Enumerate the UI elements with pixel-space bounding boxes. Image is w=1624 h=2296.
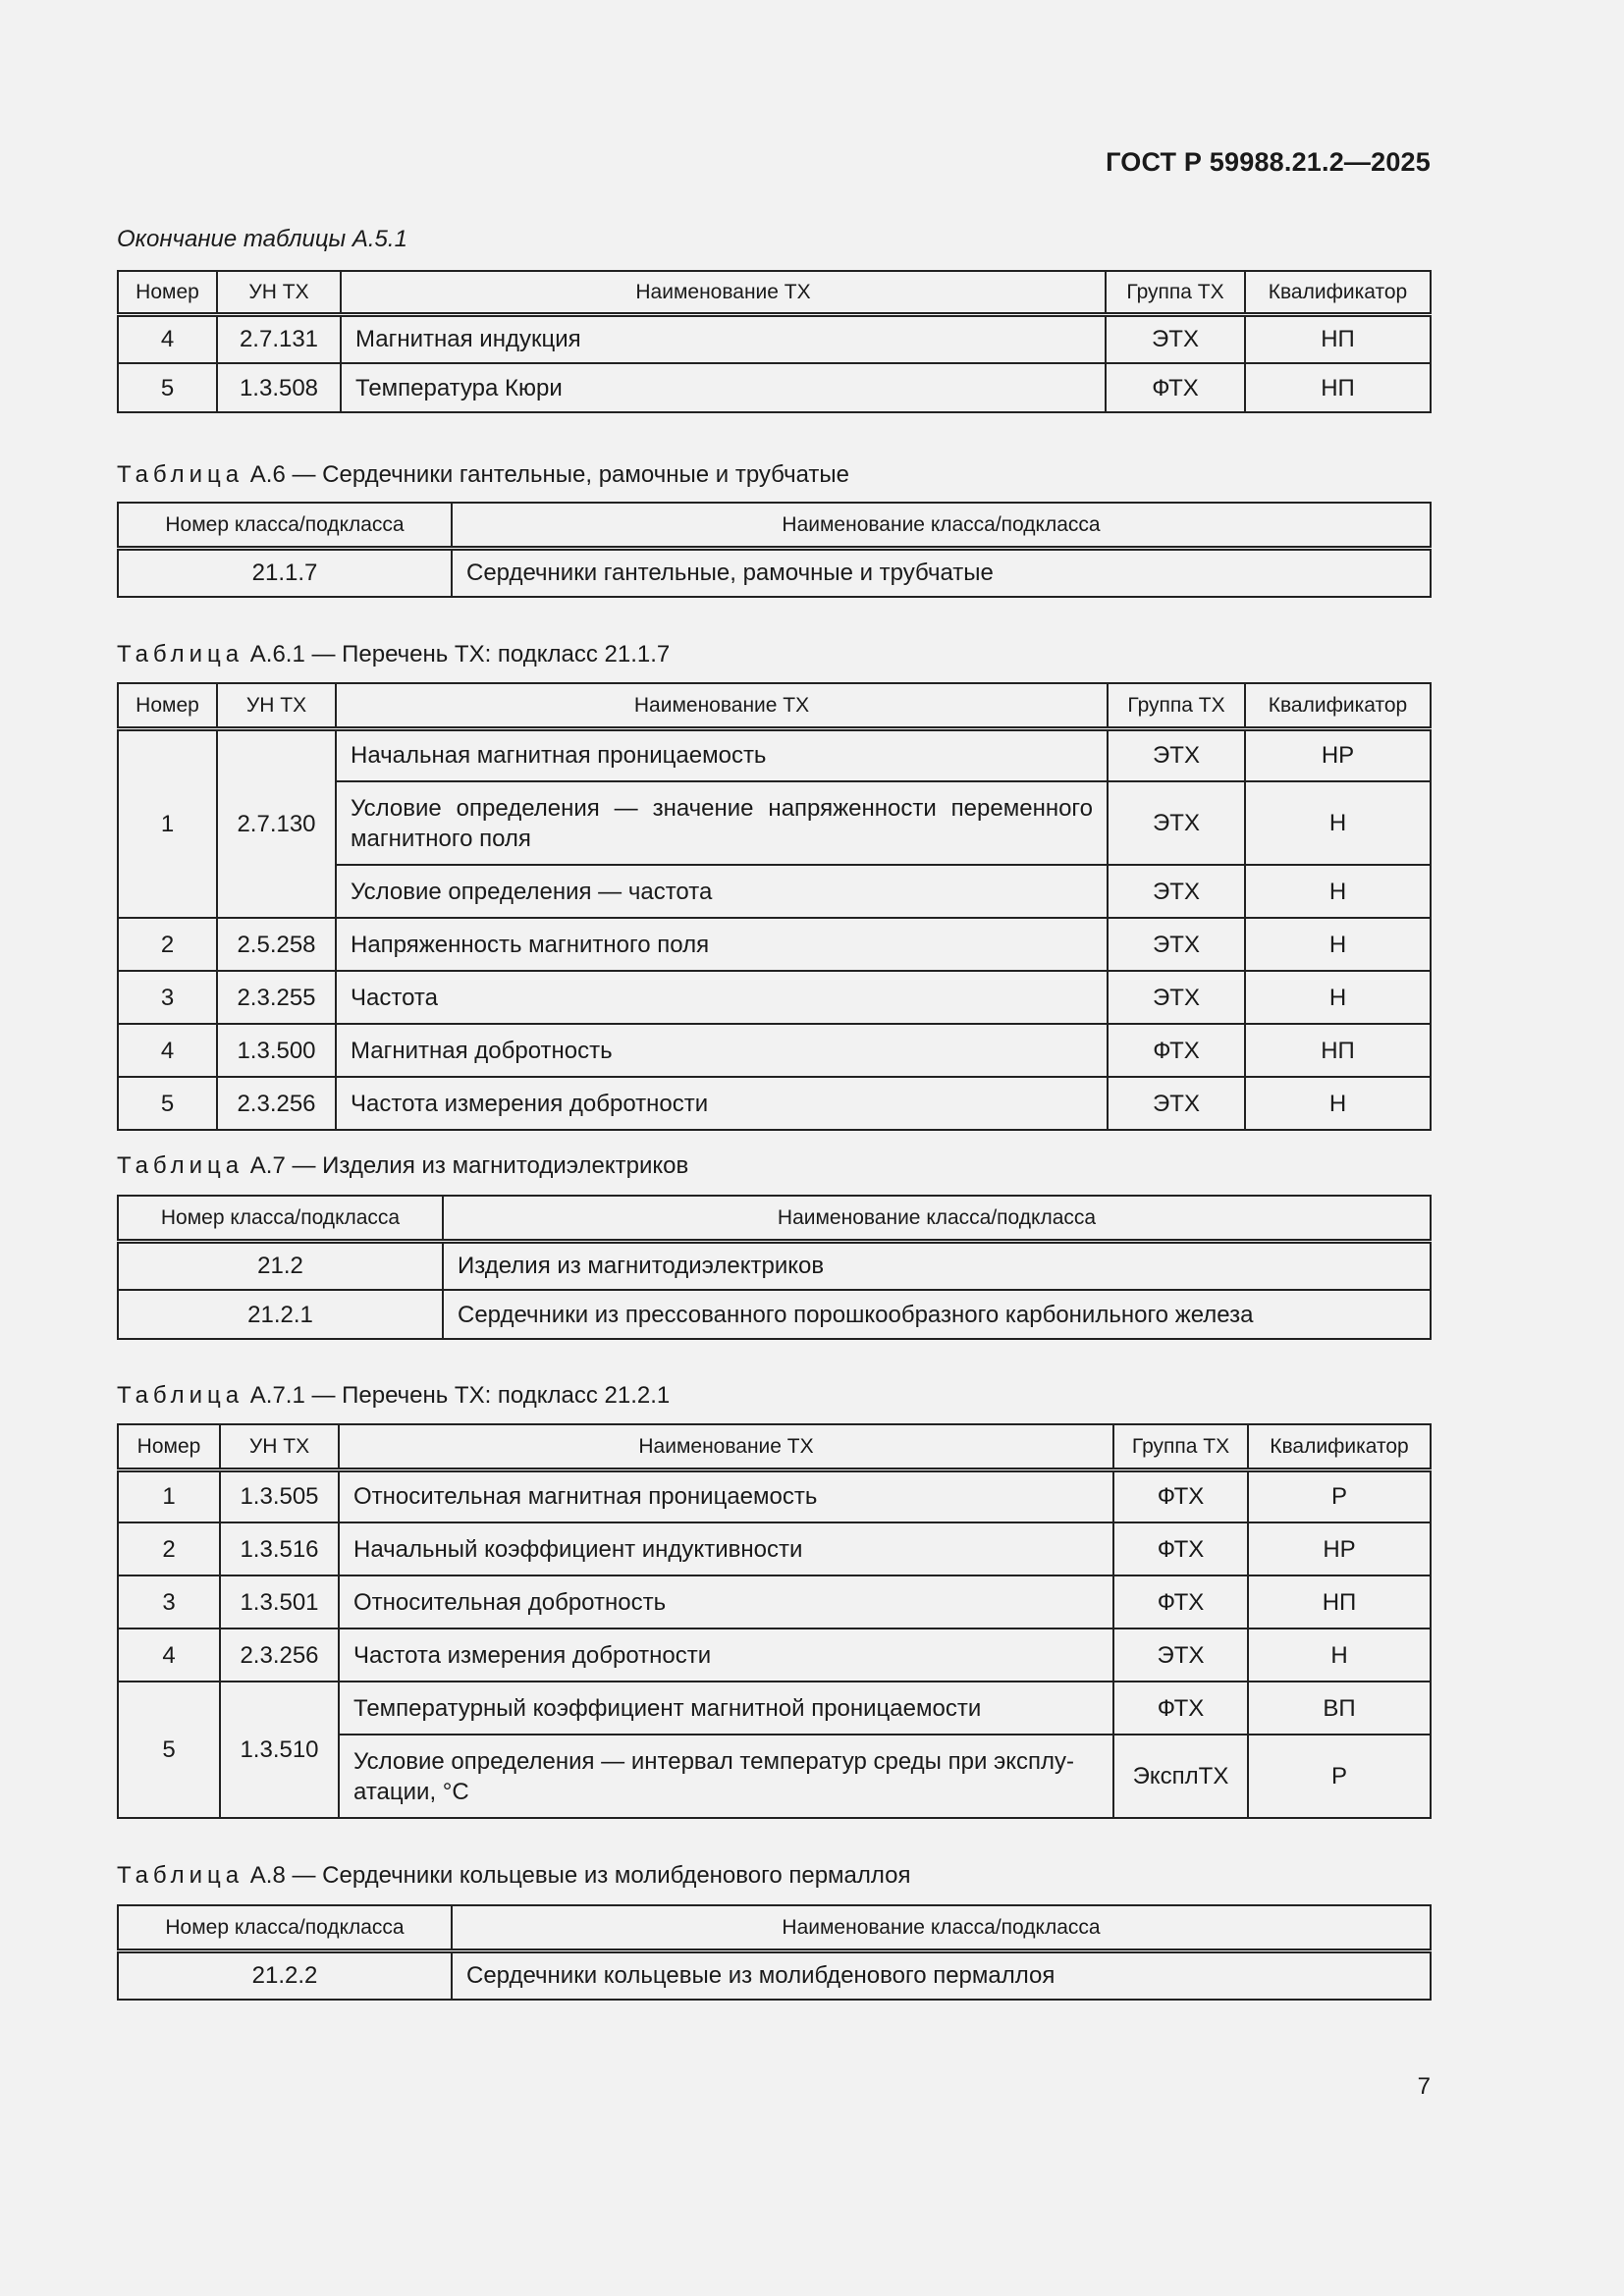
cell-number: 2 xyxy=(118,918,217,971)
cell-number: 4 xyxy=(118,1024,217,1077)
cell-number: 4 xyxy=(118,314,217,363)
cell-class-number: 21.2.1 xyxy=(118,1290,443,1339)
col-name-header: Наименование ТХ xyxy=(339,1424,1113,1469)
cell-number: 5 xyxy=(118,1682,220,1818)
cell-un: 2.7.130 xyxy=(217,728,336,918)
table-a6-caption xyxy=(117,461,849,489)
table-a71-caption xyxy=(117,1382,670,1410)
cell-group: ЭТХ xyxy=(1108,918,1245,971)
cell-group: ЭТХ xyxy=(1108,1077,1245,1130)
caption-word: Таблица xyxy=(117,1382,244,1409)
cell-name: Частота xyxy=(336,971,1108,1024)
table-row xyxy=(118,1290,1431,1339)
cell-qualifier: НР xyxy=(1245,728,1431,781)
cell-name: Начальная магнитная проницаемость xyxy=(336,728,1108,781)
cell-number: 3 xyxy=(118,971,217,1024)
cell-number: 4 xyxy=(118,1629,220,1682)
col-un-header: УН ТХ xyxy=(217,271,341,314)
cell-number: 5 xyxy=(118,1077,217,1130)
col-qualifier-header: Квалификатор xyxy=(1245,271,1431,314)
table-a71 xyxy=(117,1423,1432,1819)
table-row xyxy=(118,314,1431,363)
table-row xyxy=(118,1629,1431,1682)
document-standard-number: ГОСТ Р 59988.21.2—2025 xyxy=(1106,147,1431,177)
table-row xyxy=(118,1522,1431,1575)
cell-group: ФТХ xyxy=(1113,1522,1248,1575)
cell-un: 1.3.501 xyxy=(220,1575,339,1629)
cell-class-number: 21.2.2 xyxy=(118,1950,452,2000)
cell-qualifier: Н xyxy=(1248,1629,1431,1682)
table-row xyxy=(118,728,1431,781)
table-row xyxy=(118,918,1431,971)
table-a6 xyxy=(117,502,1432,598)
table-row xyxy=(118,1575,1431,1629)
col-group-header: Группа ТХ xyxy=(1106,271,1245,314)
table-a51 xyxy=(117,270,1432,413)
cell-name: Частота измерения добротности xyxy=(339,1629,1113,1682)
cell-name: Условие определения — значение напряженности переменного магнитного поля xyxy=(336,781,1108,865)
cell-qualifier: НП xyxy=(1245,363,1431,412)
cell-un: 2.5.258 xyxy=(217,918,336,971)
cell-group: ФТХ xyxy=(1108,1024,1245,1077)
col-group-header: Группа ТХ xyxy=(1108,683,1245,728)
cell-name: Относительная добротность xyxy=(339,1575,1113,1629)
cell-group: ЭТХ xyxy=(1108,781,1245,865)
cell-name: Магнитная индукция xyxy=(341,314,1106,363)
table-row xyxy=(118,1469,1431,1522)
cell-name: Магнитная добротность xyxy=(336,1024,1108,1077)
cell-qualifier: Н xyxy=(1245,971,1431,1024)
cell-qualifier: Н xyxy=(1245,865,1431,918)
col-qualifier-header: Квалификатор xyxy=(1248,1424,1431,1469)
cell-group: ЭТХ xyxy=(1108,971,1245,1024)
col-class-name-header: Наименование класса/подкласса xyxy=(452,503,1431,548)
table-a8-caption xyxy=(117,1862,911,1890)
cell-un: 2.3.256 xyxy=(220,1629,339,1682)
table-row xyxy=(118,1682,1431,1735)
caption-word: Таблица xyxy=(117,641,244,667)
table-a7 xyxy=(117,1195,1432,1340)
cell-qualifier: НП xyxy=(1245,1024,1431,1077)
cell-class-name: Сердечники кольцевые из молибденового пермаллоя xyxy=(452,1950,1431,2000)
cell-name: Начальный коэффициент индуктивности xyxy=(339,1522,1113,1575)
caption-word: Таблица xyxy=(117,461,244,488)
cell-un: 1.3.516 xyxy=(220,1522,339,1575)
page-number: 7 xyxy=(1417,2073,1431,2100)
col-class-number-header: Номер класса/подкласса xyxy=(118,1905,452,1950)
table-a7-caption xyxy=(117,1152,688,1180)
table-a61 xyxy=(117,682,1432,1131)
cell-group: ФТХ xyxy=(1113,1469,1248,1522)
col-qualifier-header: Квалификатор xyxy=(1245,683,1431,728)
cell-name: Относительная магнитная проницаемость xyxy=(339,1469,1113,1522)
table-a8 xyxy=(117,1904,1432,2001)
cell-name: Температурный коэффициент магнитной проницаемости xyxy=(339,1682,1113,1735)
table-row xyxy=(118,363,1431,412)
cell-number: 1 xyxy=(118,728,217,918)
col-number-header: Номер xyxy=(118,683,217,728)
cell-group: ЭТХ xyxy=(1108,728,1245,781)
cell-qualifier: Н xyxy=(1245,1077,1431,1130)
cell-class-name: Сердечники из прессованного порошкообразного карбонильного железа xyxy=(443,1290,1431,1339)
cell-un: 1.3.510 xyxy=(220,1682,339,1818)
cell-number: 1 xyxy=(118,1469,220,1522)
cell-name: Условие определения — частота xyxy=(336,865,1108,918)
cell-name: Частота измерения добротности xyxy=(336,1077,1108,1130)
col-number-header: Номер xyxy=(118,271,217,314)
caption-text: А.7 — Изделия из магнитодиэлектриков xyxy=(249,1152,689,1179)
cell-number: 5 xyxy=(118,363,217,412)
cell-number: 2 xyxy=(118,1522,220,1575)
caption-text: А.8 — Сердечники кольцевые из молибденового пермаллоя xyxy=(249,1862,911,1889)
cell-qualifier: НР xyxy=(1248,1522,1431,1575)
cell-class-number: 21.2 xyxy=(118,1241,443,1290)
table-a61-caption xyxy=(117,641,670,668)
cell-un: 1.3.505 xyxy=(220,1469,339,1522)
col-name-header: Наименование ТХ xyxy=(336,683,1108,728)
cell-qualifier: Р xyxy=(1248,1469,1431,1522)
col-class-number-header: Номер класса/подкласса xyxy=(118,1196,443,1241)
cell-qualifier: Н xyxy=(1245,918,1431,971)
cell-un: 2.3.255 xyxy=(217,971,336,1024)
cell-name: Температура Кюри xyxy=(341,363,1106,412)
cell-class-name: Сердечники гантельные, рамочные и трубчатые xyxy=(452,548,1431,597)
cell-qualifier: Н xyxy=(1245,781,1431,865)
caption-word: Таблица xyxy=(117,1862,244,1889)
caption-text: А.6.1 — Перечень ТХ: подкласс 21.1.7 xyxy=(249,641,671,667)
table-row xyxy=(118,548,1431,597)
cell-class-number: 21.1.7 xyxy=(118,548,452,597)
caption-text: А.6 — Сердечники гантельные, рамочные и трубчатые xyxy=(249,461,850,488)
table-row xyxy=(118,1024,1431,1077)
table-row xyxy=(118,1077,1431,1130)
col-class-name-header: Наименование класса/подкласса xyxy=(452,1905,1431,1950)
col-class-number-header: Номер класса/подкласса xyxy=(118,503,452,548)
col-number-header: Номер xyxy=(118,1424,220,1469)
cell-qualifier: ВП xyxy=(1248,1682,1431,1735)
cell-qualifier: НП xyxy=(1245,314,1431,363)
col-group-header: Группа ТХ xyxy=(1113,1424,1248,1469)
caption-text: А.7.1 — Перечень ТХ: подкласс 21.2.1 xyxy=(249,1382,671,1409)
cell-qualifier: НП xyxy=(1248,1575,1431,1629)
cell-group: ЭТХ xyxy=(1106,314,1245,363)
cell-qualifier: Р xyxy=(1248,1735,1431,1818)
col-class-name-header: Наименование класса/подкласса xyxy=(443,1196,1431,1241)
cell-group: ФТХ xyxy=(1113,1575,1248,1629)
cell-class-name: Изделия из магнитодиэлектриков xyxy=(443,1241,1431,1290)
table-row xyxy=(118,971,1431,1024)
caption-word: Таблица xyxy=(117,1152,244,1179)
cell-group: ЭТХ xyxy=(1113,1629,1248,1682)
table-row xyxy=(118,1950,1431,2000)
cell-group: ФТХ xyxy=(1106,363,1245,412)
table-a51-caption: Окончание таблицы А.5.1 xyxy=(117,226,407,252)
col-un-header: УН ТХ xyxy=(220,1424,339,1469)
cell-group: ФТХ xyxy=(1113,1682,1248,1735)
table-row xyxy=(118,1241,1431,1290)
cell-un: 2.7.131 xyxy=(217,314,341,363)
col-name-header: Наименование ТХ xyxy=(341,271,1106,314)
cell-number: 3 xyxy=(118,1575,220,1629)
cell-name: Напряженность магнитного поля xyxy=(336,918,1108,971)
col-un-header: УН ТХ xyxy=(217,683,336,728)
cell-un: 1.3.508 xyxy=(217,363,341,412)
cell-un: 1.3.500 xyxy=(217,1024,336,1077)
cell-group: ЭксплТХ xyxy=(1113,1735,1248,1818)
cell-name: Условие определения — интервал температур среды при эксплу-атации, °С xyxy=(339,1735,1113,1818)
cell-un: 2.3.256 xyxy=(217,1077,336,1130)
cell-group: ЭТХ xyxy=(1108,865,1245,918)
